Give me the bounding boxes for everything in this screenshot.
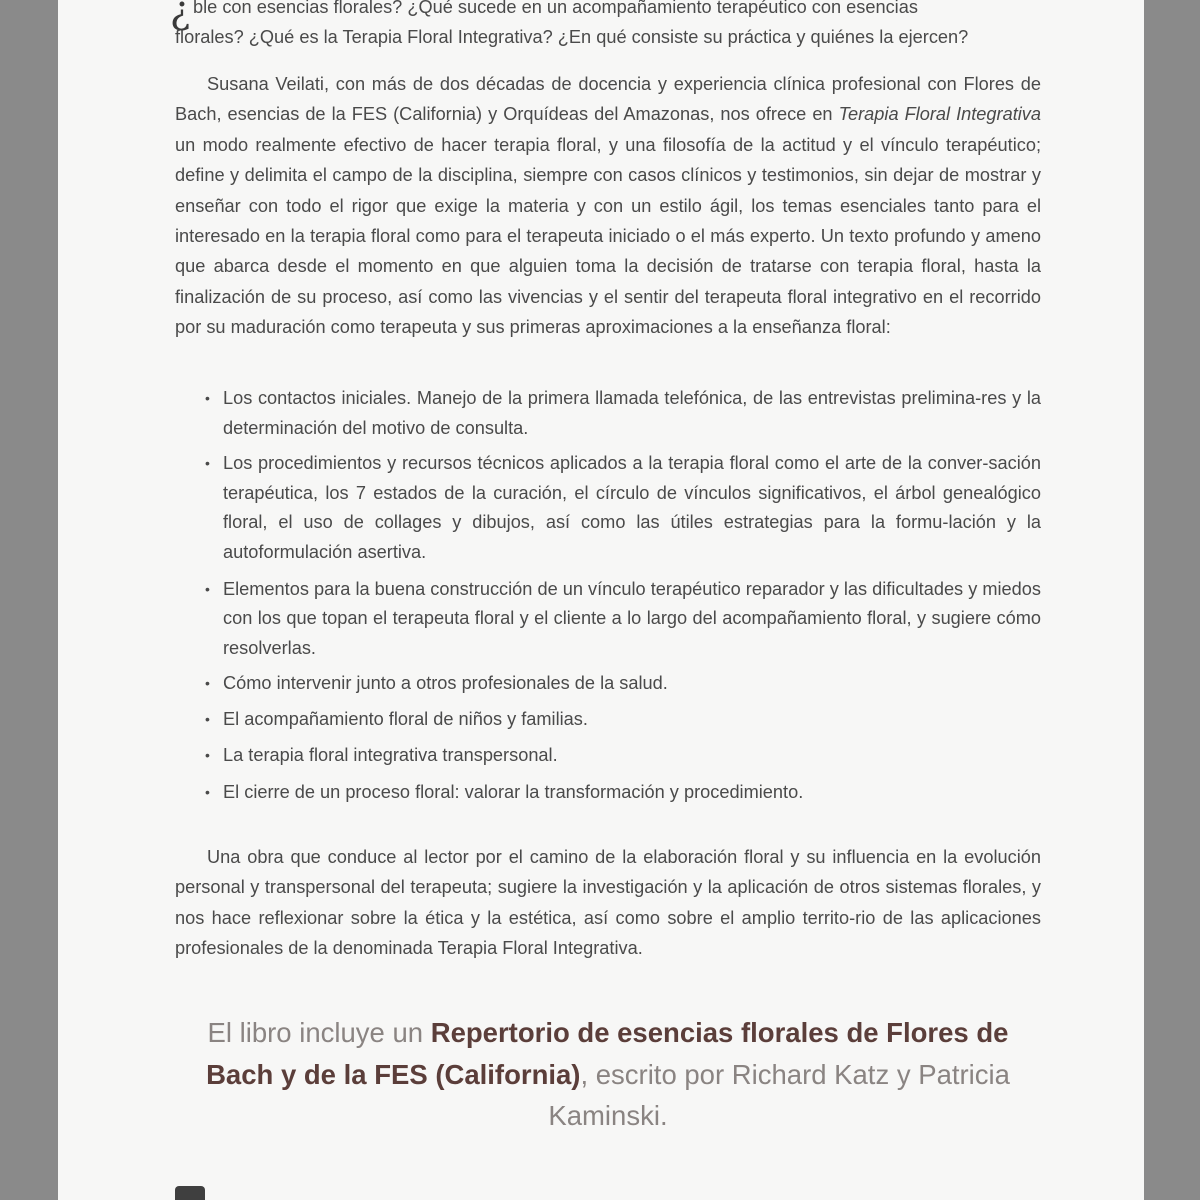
- topics-list: [175, 384, 1041, 808]
- closing-paragraph: [175, 842, 1041, 964]
- repertoire-note-authors: , escrito por Richard Katz y Patricia Kaminski.: [548, 1058, 1010, 1132]
- list-item: • El acompañamiento floral de niños y familias.: [223, 705, 1041, 735]
- repertoire-note-lead: El libro incluye un: [207, 1017, 431, 1048]
- publisher-logo-icon: [175, 1186, 205, 1200]
- intro-line-1: ble con esencias florales? ¿Qué sucede en un acompañamiento terapéutico con esencias: [193, 0, 918, 17]
- intro-paragraph: [175, 0, 1041, 52]
- synopsis-text-end: un modo realmente efectivo de hacer terapia floral, y una filosofía de la actitud y el vínculo terapéutico; define y delimita el campo de la disciplina, siempre con casos clínicos y testimonios, sin dejar de mostrar y enseñar con todo el rigor que exige la materia y con un estilo ágil, los temas esenciales tanto para el interesado en la terapia floral como para el terapeuta iniciado o el más experto. Un texto profundo y ameno que abarca desde el momento en que alguien toma la decisión de tratarse con terapia floral, hasta la finalización de su proceso, así como las vivencias y el sentir del terapeuta floral integrativo en el recorrido por su maduración como terapeuta y sus primeras aproximaciones a la enseñanza floral:: [175, 134, 1041, 338]
- synopsis-paragraph: [175, 69, 1041, 343]
- repertoire-note: [175, 1012, 1041, 1137]
- list-item: • La terapia floral integrativa transpersonal.: [223, 741, 1041, 771]
- list-item: • Elementos para la buena construcción de un vínculo terapéutico reparador y las dificultades y miedos con los que topan el terapeuta floral y el cliente a lo largo del acompañamiento floral, y sugiere cómo resolverlas.: [223, 575, 1041, 664]
- closing-text: Una obra que conduce al lector por el camino de la elaboración floral y su influencia en la evolución personal y transpersonal del terapeuta; sugiere la investigación y la aplicación de otros sistemas florales, y nos hace reflexionar sobre la ética y la estética, así como sobre el amplio territo-rio de las aplicaciones profesionales de la denominada Terapia Floral Integrativa.: [175, 847, 1041, 959]
- drop-cap: ¿: [170, 0, 191, 32]
- book-title: Terapia Floral Integrativa: [838, 104, 1041, 125]
- list-item: • El cierre de un proceso floral: valorar la transformación y procedimiento.: [223, 778, 1041, 808]
- repertoire-note-title: Repertorio de esencias florales de Flores de Bach y de la FES (California): [206, 1017, 1009, 1090]
- right-border-band: [1144, 0, 1200, 1200]
- list-item: • Los procedimientos y recursos técnicos aplicados a la terapia floral como el arte de la conver-sación terapéutica, los 7 estados de la curación, el círculo de vínculos significativos, el árbol genealógico floral, el uso de collages y dibujos, así como las útiles estrategias para la formu-lación y la autoformulación asertiva.: [223, 449, 1041, 567]
- synopsis-text-start: Susana Veilati, con más de dos décadas de docencia y experiencia clínica profesional con Flores de Bach, esencias de la FES (California) y Orquídeas del Amazonas, nos ofrece en: [175, 74, 1041, 125]
- intro-line-2: florales? ¿Qué es la Terapia Floral Integrativa? ¿En qué consiste su práctica y quiénes la ejercen?: [175, 27, 969, 47]
- left-border-band: [0, 0, 58, 1200]
- list-item: • Los contactos iniciales. Manejo de la primera llamada telefónica, de las entrevistas prelimina-res y la determinación del motivo de consulta.: [223, 384, 1041, 443]
- list-item: • Cómo intervenir junto a otros profesionales de la salud.: [223, 669, 1041, 699]
- topics-list-block: [175, 384, 1041, 808]
